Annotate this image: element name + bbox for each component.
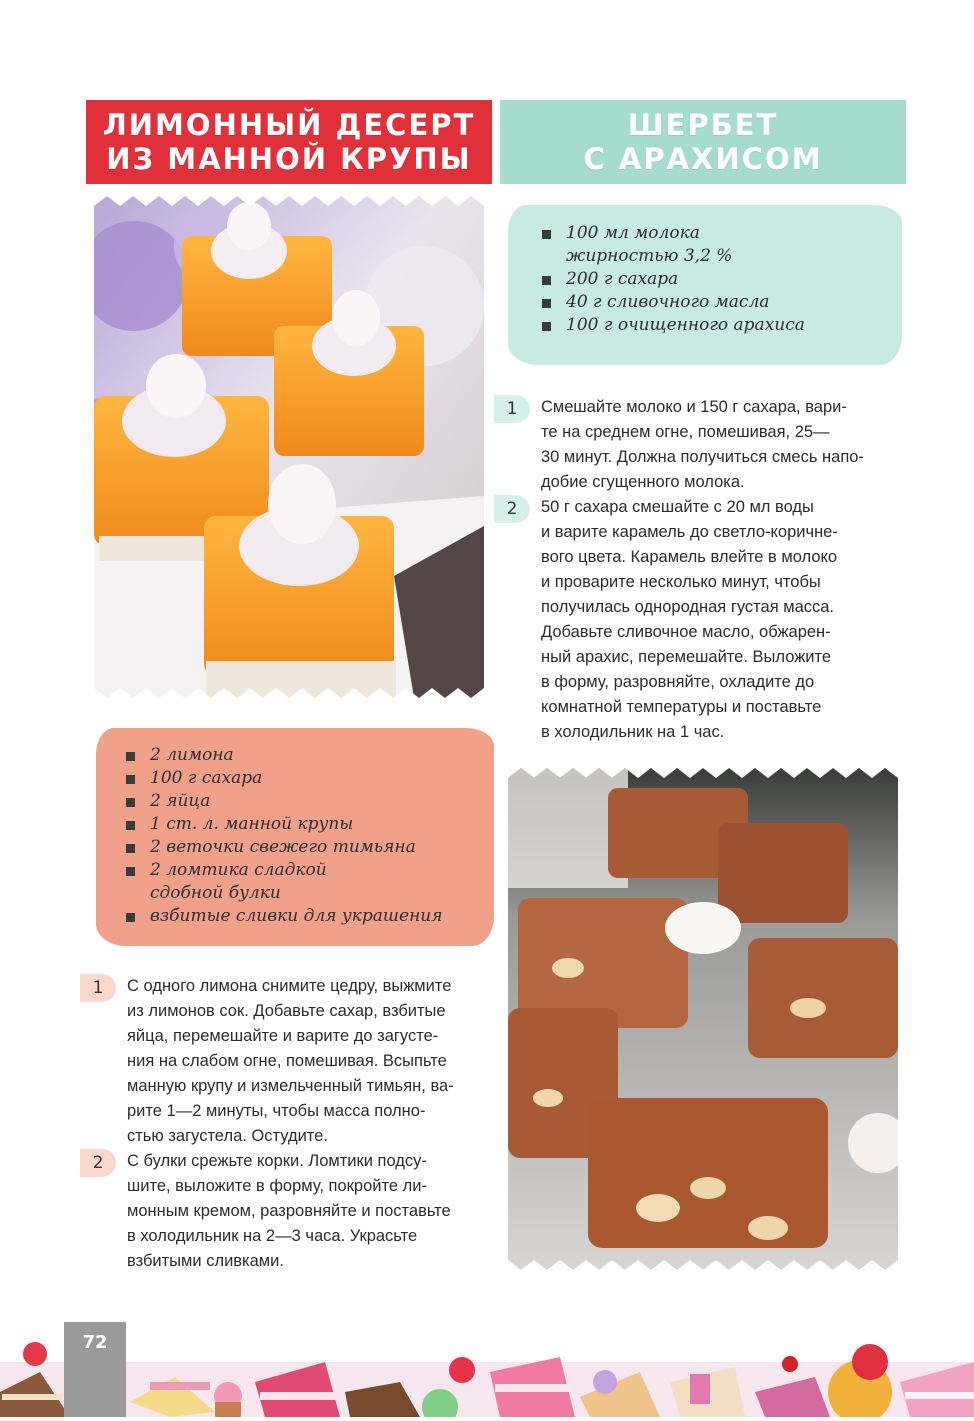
left-step-1 — [80, 974, 494, 1149]
page-number-tab — [64, 1322, 126, 1417]
peanut-sherbet-photo — [508, 768, 898, 1270]
ingredient-item: 100 мл молока жирностью 3,2 % — [538, 222, 882, 268]
right-title-line2: С АРАХИСОМ — [583, 142, 823, 176]
page-number: 72 — [82, 1332, 108, 1353]
cherry-icon — [782, 1356, 798, 1372]
lemon-dessert-photo — [94, 196, 484, 698]
right-recipe-title — [500, 100, 906, 184]
left-title-line2: ИЗ МАННОЙ КРУПЫ — [106, 142, 472, 176]
left-recipe-title — [86, 100, 492, 184]
strawberry-icon — [852, 1344, 888, 1380]
left-steps — [80, 974, 494, 1274]
ingredient-item: 2 ломтика сладкой сдобной булки — [122, 859, 474, 905]
ingredient-item: 200 г сахара — [538, 268, 882, 291]
step-number: 1 — [80, 974, 116, 1002]
strawberry-icon — [449, 1357, 475, 1383]
right-ingredients-box — [508, 205, 902, 365]
ingredient-item: 1 ст. л. манной крупы — [122, 813, 474, 836]
strawberry-icon — [23, 1342, 47, 1366]
step-text: С булки срежьте корки. Ломтики подсу- шите, выложите в форму, покройте ли- монным кремом, разровняйте и поставьте в холодильник на 2—3 часа. Украсьте взбитыми сливками. — [127, 1152, 451, 1270]
right-ingredients-list — [538, 222, 882, 337]
ingredient-item: 2 яйца — [122, 790, 474, 813]
left-ingredients-box — [96, 728, 494, 946]
footer-pastry-border — [0, 1322, 974, 1417]
ingredient-item: 100 г очищенного арахиса — [538, 314, 882, 337]
ingredient-item: 100 г сахара — [122, 767, 474, 790]
right-step-2 — [494, 495, 906, 745]
left-title-line1: ЛИМОННЫЙ ДЕСЕРТ — [102, 108, 476, 142]
cupcake-icon — [593, 1370, 617, 1394]
step-text: С одного лимона снимите цедру, выжмите из лимонов сок. Добавьте сахар, взбитые яйца, перемешайте и варите до загусте- ния на слабом огне, помешивая. Всыпьте манную крупу и измельченный тимьян, ва- рите 1—2 минуты, чтобы масса полно- стью загустела. Остудите. — [127, 977, 454, 1145]
left-step-2 — [80, 1149, 494, 1274]
right-step-1 — [494, 395, 906, 495]
step-number: 1 — [494, 395, 530, 423]
step-number: 2 — [80, 1149, 116, 1177]
right-steps — [494, 395, 906, 745]
step-text: 50 г сахара смешайте с 20 мл воды и варите карамель до светло-коричне- вого цвета. Карамель влейте в молоко и проварите несколько минут, чтобы получилась однородная густая масса. Добавьте сливочное масло, обжарен- ный арахис, перемешайте. Выложите в форму, разровняйте, охладите до комнатной температуры и поставьте в холодильник на 1 час. — [541, 498, 838, 741]
left-ingredients-list — [122, 744, 474, 928]
ingredient-item: 2 лимона — [122, 744, 474, 767]
right-title-line1: ШЕРБЕТ — [627, 108, 779, 142]
ingredient-item: 2 веточки свежего тимьяна — [122, 836, 474, 859]
step-number: 2 — [494, 495, 530, 523]
ingredient-item: взбитые сливки для украшения — [122, 905, 474, 928]
step-text: Смешайте молоко и 150 г сахара, вари- те на среднем огне, помешивая, 25— 30 минут. Должна получиться смесь напо- добие сгущенного молока. — [541, 398, 864, 491]
ingredient-item: 40 г сливочного масла — [538, 291, 882, 314]
